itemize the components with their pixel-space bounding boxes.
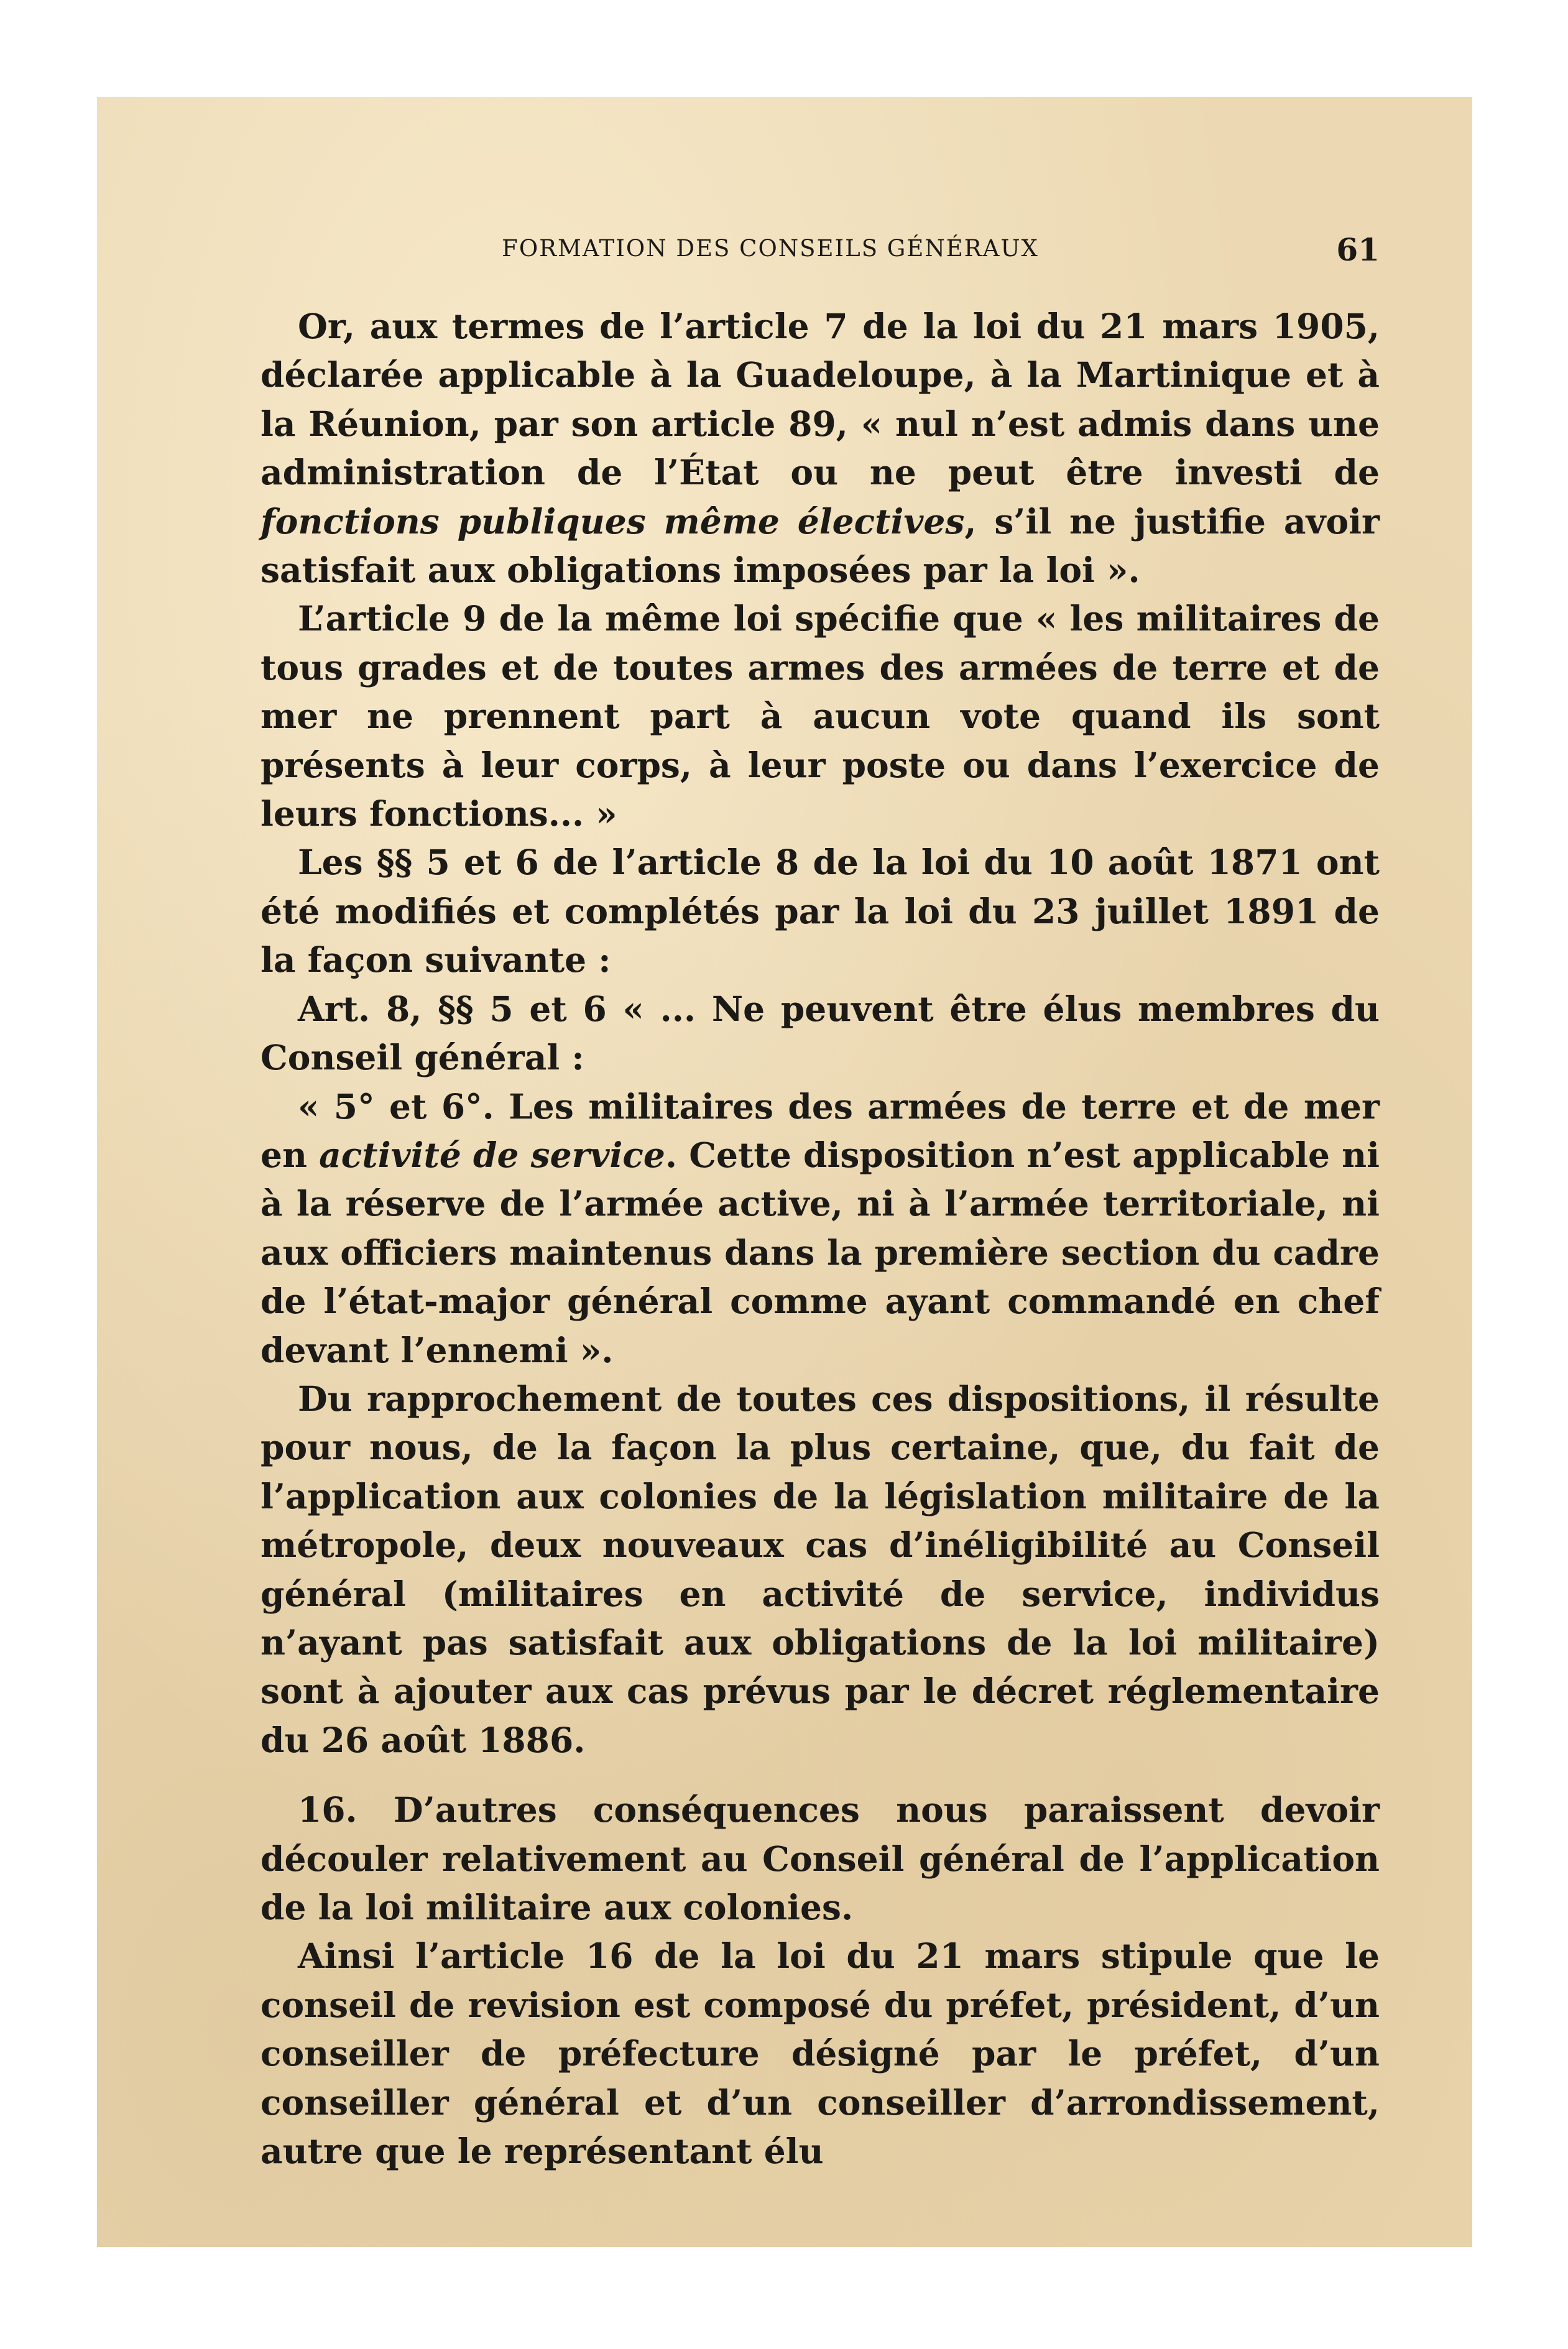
scanned-page bbox=[97, 97, 1472, 2247]
paragraph-2: L’article 9 de la même loi spécifie que « les militaires de tous grades et de toutes armes des armées de terre et de mer ne prennent part à aucun vote quand ils sont présents à leur corps, à leur poste ou dans l’exercice de leurs fonctions... » bbox=[261, 598, 1380, 834]
emphasis-fonctions-publiques: fonctions publiques même électives bbox=[261, 501, 965, 542]
paragraph-5: « 5° et 6°. Les militaires des armées de terre et de mer en activité de service. Cette disposition n’est applicable ni à la réserve de l’armée active, ni à l’armée territoriale, ni aux officiers maintenus dans la première section du cadre de l’état-major général comme ayant commandé en chef devant l’ennemi ». bbox=[261, 1086, 1380, 1370]
page-body bbox=[261, 302, 1380, 2176]
paragraph-3: Les §§ 5 et 6 de l’article 8 de la loi du 10 août 1871 ont été modifiés et complétés par la loi du 23 juillet 1891 de la façon suivante : bbox=[261, 842, 1380, 981]
page-header bbox=[261, 231, 1380, 272]
paragraph-7: 16. D’autres conséquences nous paraissent devoir découler relativement au Conseil général de l’application de la loi militaire aux colonies. bbox=[261, 1789, 1380, 1927]
emphasis-activite-de-service: activité de service bbox=[319, 1134, 665, 1175]
paragraph-6: Du rapprochement de toutes ces dispositions, il résulte pour nous, de la façon la plus certaine, que, du fait de l’application aux colonies de la législation militaire de la métropole, deux nouveaux cas d’inéligibilité au Conseil général (militaires en activité de service, individus n’ayant pas satisfait aux obligations de la loi militaire) sont à ajouter aux cas prévus par le décret réglementaire du 26 août 1886. bbox=[261, 1378, 1380, 1760]
paragraph-8: Ainsi l’article 16 de la loi du 21 mars stipule que le conseil de revision est composé du préfet, président, d’un conseiller de préfecture désigné par le préfet, d’un conseiller général et d’un conseiller d’arrondissement, autre que le représentant élu bbox=[261, 1936, 1380, 2172]
page-number: 61 bbox=[1336, 231, 1380, 268]
running-title: FORMATION DES CONSEILS GÉNÉRAUX bbox=[502, 235, 1039, 262]
paragraph-4: Art. 8, §§ 5 et 6 « ... Ne peuvent être élus membres du Conseil général : bbox=[261, 988, 1380, 1078]
paragraph-1: Or, aux termes de l’article 7 de la loi du 21 mars 1905, déclarée applicable à la Guadeloupe, à la Martinique et à la Réunion, par son article 89, « nul n’est admis dans une administration de l’État ou ne peut être investi de fonctions publiques même électives, s’il ne justifie avoir satisfait aux obligations imposées par la loi ». bbox=[261, 306, 1380, 591]
